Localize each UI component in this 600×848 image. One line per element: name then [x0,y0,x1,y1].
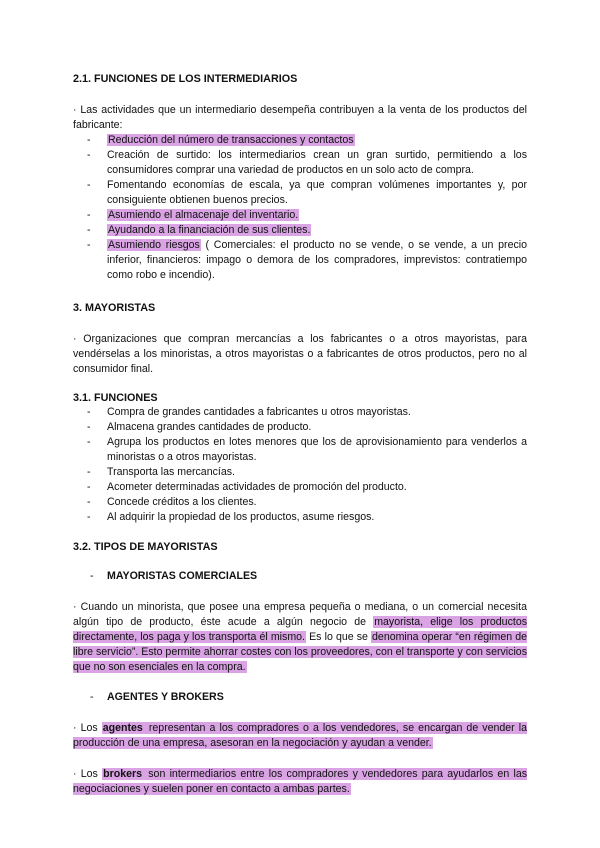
highlighted-text: Ayudando a la financiación de sus clientes. [108,224,311,236]
paragraph-text: · Los [73,722,102,734]
intermediary-functions-list [73,133,527,283]
brokers-paragraph [73,767,527,797]
list-item [107,133,527,148]
agentes-paragraph [73,721,527,751]
list-item: - Agrupa los productos en lotes menores que los de aprovisionamiento para venderlos a minoristas o a otros mayoristas. [107,435,527,465]
paragraph-text: Es lo que se [306,631,372,643]
mayoristas-comerciales-paragraph [73,600,527,675]
list-item: - Compra de grandes cantidades a fabricantes u otros mayoristas. [107,405,527,420]
section-3-1-heading: 3.1. FUNCIONES [73,392,158,404]
list-item [107,208,527,223]
list-item: - Almacena grandes cantidades de producto. [107,420,527,435]
section-3-intro: · Organizaciones que compran mercancías a los fabricantes o a otros mayoristas, para vendérselas a los minoristas, a otros mayoristas o a fabricantes de otros productos, pero no al consumidor final. [73,333,527,375]
list-item: - Al adquirir la propiedad de los productos, asume riesgos. [107,510,527,525]
list-item: - Creación de surtido: los intermediarios crean un gran surtido, permitiendo a los consumidores comprar una variedad de productos en un solo acto de compra. [107,148,527,178]
paragraph-text: · Los [73,768,103,780]
highlighted-text: Reducción del número de transacciones y contactos [108,134,354,146]
highlighted-term [102,768,143,780]
highlighted-term [102,722,144,734]
list-item: - Fomentando economías de escala, ya que compran volúmenes importantes y, por consiguiente obtienen buenos precios. [107,178,527,208]
list-item-text: ( Comerciales: el producto no se vende, o se vende, a un precio inferior, financieros: impago o demora de los compradores, imprevistos: contratiempo como robo e incendio). [107,239,527,281]
highlighted-text: mayorista, elige los productos directamente, los paga y los transporta él mismo. [73,616,528,643]
section-3-2-heading: 3.2. TIPOS DE MAYORISTAS [73,541,218,553]
wholesaler-functions-list [73,405,527,525]
section-2-1-heading: 2.1. FUNCIONES DE LOS INTERMEDIARIOS [73,73,298,85]
highlighted-text: Asumiendo riesgos [108,239,200,251]
list-item [107,223,527,238]
list-item: - Acometer determinadas actividades de promoción del producto. [107,480,527,495]
subsection-agentes-brokers: - AGENTES Y BROKERS [73,690,527,704]
subsection-mayoristas-comerciales: - MAYORISTAS COMERCIALES [73,569,527,583]
highlighted-text: representan a los compradores o a los vendedores, se encargan de vender la producción de una empresa, asesoran en la negociación y ayudan a vender. [73,722,527,749]
highlighted-text: son intermediarios entre los compradores y vendedores para ayudarlos en las negociaciones y suelen poner en contacto a ambas partes. [73,768,528,795]
highlighted-text: denomina operar “en régimen de libre servicio”. Esto permite ahorrar costes con los proveedores, con el transporte y con servicios que no son esenciales en la compra. [73,631,527,673]
document-body [73,70,527,797]
list-item: - Transporta las mercancías. [107,465,527,480]
highlighted-text: Asumiendo el almacenaje del inventario. [108,209,299,221]
list-item: - Concede créditos a los clientes. [107,495,527,510]
paragraph-text: · Cuando un minorista, que posee una empresa pequeña o mediana, o un comercial necesita algún tipo de producto, éste acude a algún negocio de [73,601,527,628]
term-brokers: brokers [103,768,142,780]
list-item [107,238,527,283]
section-3-heading: 3. MAYORISTAS [73,302,156,314]
term-agentes: agentes [102,722,143,734]
section-2-1-intro: · Las actividades que un intermediario desempeña contribuyen a la venta de los productos del fabricante: [73,104,527,131]
